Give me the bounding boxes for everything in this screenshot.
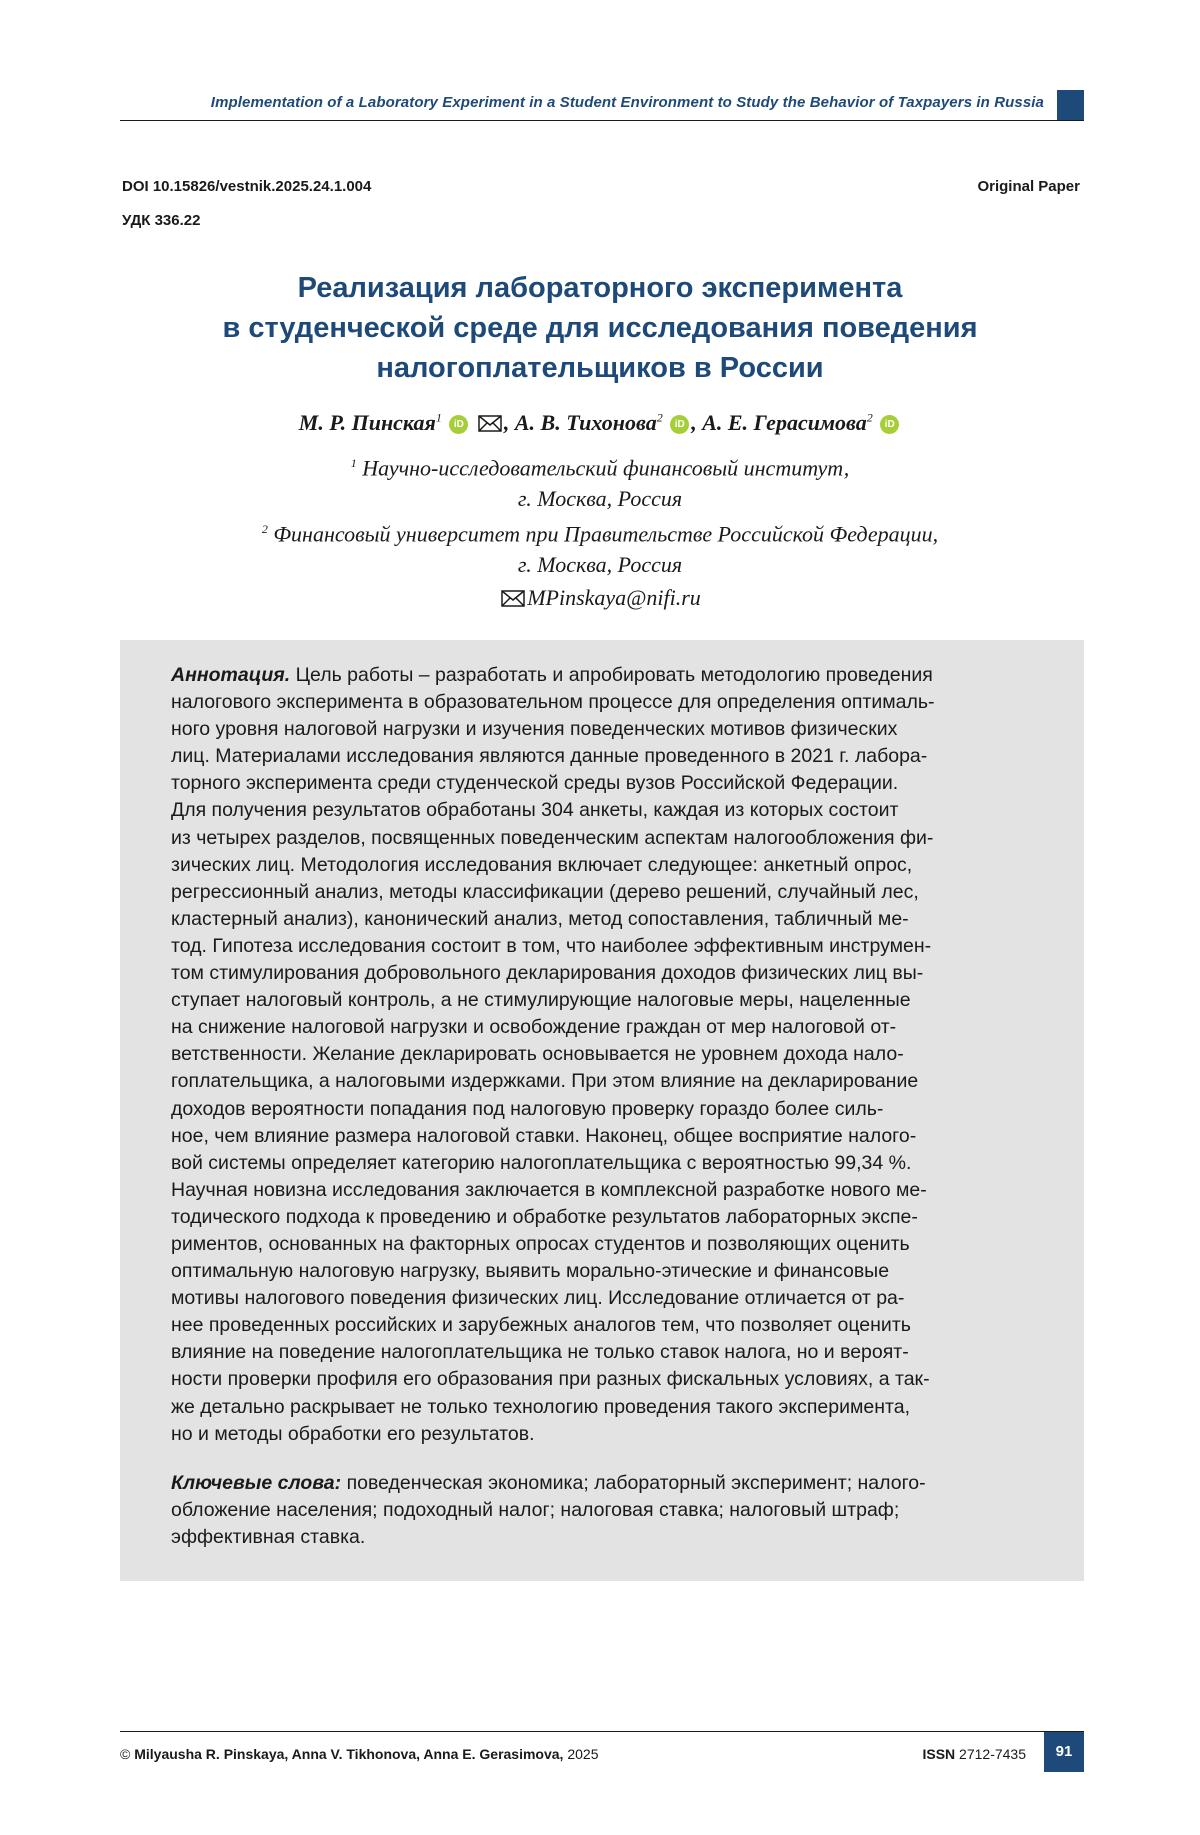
keywords-line: обложение населения; подоходный налог; налоговая ставка; налоговый штраф; [171,1499,900,1522]
affiliation-1 [140,448,1060,514]
abstract-line: влияние на поведение налогоплательщика не только ставок налога, но и вероят- [171,1341,909,1364]
keywords-line: эффективная ставка. [171,1526,366,1549]
abstract-line: Научная новизна исследования заключается в комплексной разработке нового ме- [171,1178,927,1201]
abstract-line: доходов вероятности попадания под налоговую проверку гораздо более силь- [171,1097,884,1120]
abstract-line: том стимулирования добровольного декларирования доходов физических лиц вы- [171,962,924,985]
abstract-line: ности проверки профиля его образования при разных фискальных условиях, а так- [171,1368,930,1391]
copyright-authors: Milyausha R. Pinskaya, Anna V. Tikhonova, Anna E. Gerasimova, [134,1746,564,1762]
abstract-line: кластерный анализ), канонический анализ, метод сопоставления, табличный ме- [171,907,909,930]
abstract-line: же детально раскрывает не только технологию проведения такого эксперимента, [171,1395,910,1418]
abstract-line: ветственности. Желание декларировать основывается не уровнем дохода нало- [171,1043,904,1066]
author-name: А. В. Тихонова [514,410,657,435]
paper-type: Original Paper [977,178,1080,195]
abstract-line: на снижение налоговой нагрузки и освобождение граждан от мер налоговой от- [171,1016,897,1039]
abstract-label: Аннотация. [171,664,291,686]
abstract-line: гоплательщика, а налоговыми издержками. При этом влияние на декларирование [171,1070,919,1093]
affiliation-name: Финансовый университет при Правительстве Российской Федерации, [273,521,939,547]
copyright-symbol: © [120,1746,131,1762]
issn-value: 2712-7435 [959,1746,1026,1762]
abstract-line: тодического подхода к проведению и обработке результатов лабораторных экспе- [171,1205,918,1228]
abstract-line: ступает налоговый контроль, а не стимулирующие налоговые меры, нацеленные [171,989,911,1012]
abstract-line: нее проведенных российских и зарубежных аналогов тем, что позволяет оценить [171,1314,911,1337]
article-title [140,268,1060,388]
abstract-line: ное, чем влияние размера налоговой ставки. Наконец, общее восприятие налого- [171,1124,917,1147]
envelope-icon[interactable] [478,415,502,432]
abstract-line: из четырех разделов, посвященных поведенческим аспектам налогообложения фи- [171,826,934,849]
author-name: А. Е. Герасимова [702,410,867,435]
abstract-line: регрессионный анализ, методы классификации (дерево решений, случайный лес, [171,880,919,903]
abstract-line: оптимальную налоговую нагрузку, выявить морально-этические и финансовые [171,1260,890,1283]
page-number: 91 [1044,1732,1084,1772]
envelope-icon [501,590,525,607]
abstract-line: лиц. Материалами исследования являются данные проведенного в 2021 г. лабора- [171,745,928,768]
abstract-line: тод. Гипотеза исследования состоит в том, что наиболее эффективным инструмен- [171,934,932,957]
contact-email [140,582,1060,613]
abstract-line: вой системы определяет категорию налогоплательщика с вероятностью 99,34 %. [171,1151,912,1174]
author-sup: 2 [866,410,873,425]
abstract-line: торного эксперимента среди студенческой среды вузов Российской Федерации. [171,772,899,795]
running-header [120,90,1084,121]
affiliation-2 [140,514,1060,580]
abstract-line: но и методы обработки его результатов. [171,1422,535,1445]
affiliation-sup: 2 [261,522,268,536]
abstract-line: Цель работы – разработать и апробировать методологию проведения [295,664,933,686]
abstract-line: риментов, основанных на факторных опросах студентов и позволяющих оценить [171,1232,910,1255]
issn [922,1746,1026,1762]
abstract-line: мотивы налогового поведения физических лиц. Исследование отличается от ра- [171,1287,905,1310]
udk: УДК 336.22 [122,212,201,229]
abstract-line: зических лиц. Методология исследования включает следующее: анкетный опрос, [171,853,913,876]
affiliation-sup: 1 [350,456,357,470]
running-header-accent-block [1057,90,1084,120]
orcid-icon[interactable]: iD [880,415,899,434]
copyright-year: 2025 [567,1746,599,1762]
authors-line: М. Р. Пинская$^1$ iD , А. В. Тихонова$^2$ iD , А. Е. Герасимова$^2$ iD [140,410,1060,436]
title-line: Реализация лабораторного эксперимента [297,272,903,304]
abstract-line: налогового эксперимента в образовательном процессе для определения оптималь- [171,691,935,714]
affiliation-city: г. Москва, Россия [517,486,683,512]
abstract-text [171,662,1039,1448]
page-footer [120,1731,1084,1772]
title-line: налогоплательщиков в России [376,352,824,384]
running-header-text: Implementation of a Laboratory Experiment in a Student Environment to Study the Behavior of Taxpayers in Russia [210,94,1044,111]
author-name: М. Р. Пинская [298,410,436,435]
issn-label: ISSN [922,1746,956,1762]
affiliation-city: г. Москва, Россия [517,552,683,578]
keywords [171,1470,1039,1551]
keywords-label: Ключевые слова: [171,1472,342,1494]
orcid-icon[interactable]: iD [449,415,468,434]
author-sup: 1 [435,410,442,425]
abstract-line: Для получения результатов обработаны 304 анкеты, каждая из которых состоит [171,799,899,822]
author-sup: 2 [656,410,663,425]
abstract-line: ного уровня налоговой нагрузки и изучения поведенческих мотивов физических [171,718,898,741]
doi: DOI 10.15826/vestnik.2025.24.1.004 [122,178,372,195]
orcid-icon[interactable]: iD [670,415,689,434]
email-link[interactable]: MPinskaya@nifi.ru [527,585,701,610]
keywords-line: поведенческая экономика; лабораторный эксперимент; налого- [346,1472,926,1494]
affiliation-name: Научно-исследовательский финансовый институт, [362,455,850,481]
title-line: в студенческой среде для исследования поведения [222,312,978,344]
copyright [120,1746,599,1762]
